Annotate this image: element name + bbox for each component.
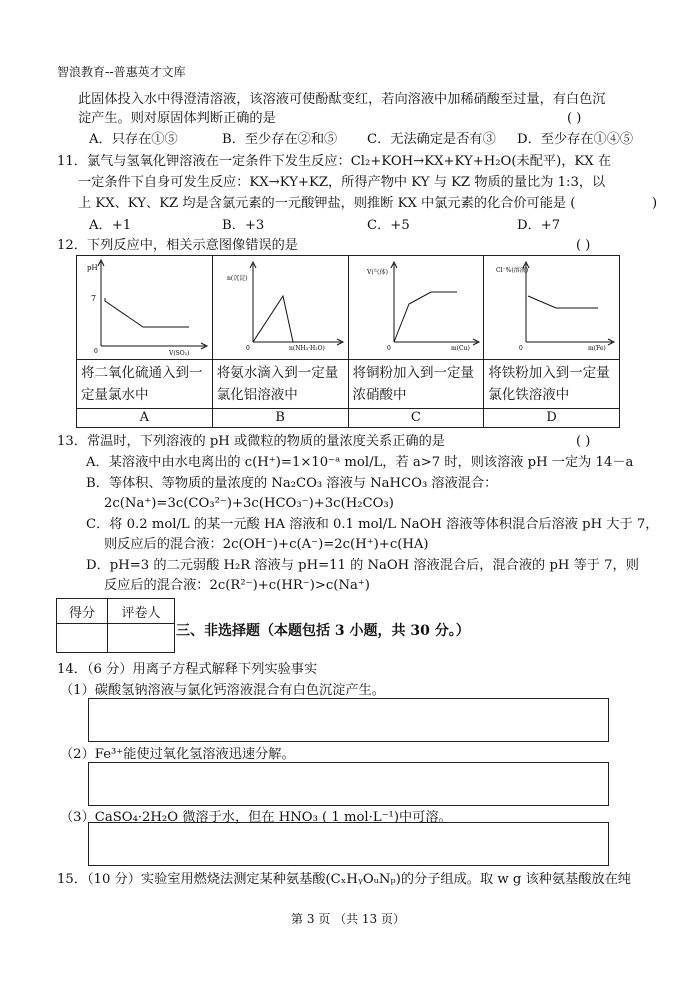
q11-option-c: C．+5 [367, 218, 410, 233]
graph-d-origin: 0 [519, 345, 524, 352]
q10-line1: 此固体投入水中得澄清溶液，该溶液可使酚酞变红，若向溶液中加稀硝酸至过量，有白色沉 [78, 92, 606, 107]
q10-option-c: C．无法确定是否有③ [367, 132, 496, 147]
q11-option-b: B．+3 [222, 218, 265, 233]
graph-a [77, 256, 212, 359]
q12-answer-paren: ( ) [576, 238, 591, 253]
graph-b-origin: 0 [245, 345, 250, 352]
q11-line2: 一定条件下自身可发生反应：KX→KY+KZ，所得产物中 KY 与 KZ 物质的量比为 1:3，以 [78, 175, 606, 190]
grader-cell[interactable] [108, 624, 175, 653]
q13-option-d-line2: 反应后的混合液：2c(R²⁻)+c(HR⁻)>c(Na⁺) [104, 578, 370, 593]
page-footer: 第 3 页 （共 13 页） [291, 912, 405, 926]
q14-part3: （3）CaSO₄·2H₂O 微溶于水，但在 HNO₃ ( 1 mol·L⁻¹)中可溶。 [60, 810, 452, 825]
graph-b-ylabel: n(沉淀) [226, 275, 248, 282]
grader-header: 评卷人 [108, 599, 175, 624]
graph-c [349, 256, 484, 359]
q14-part2-answer-box[interactable] [88, 762, 609, 806]
label-a: A [77, 409, 213, 428]
q13-option-b-line1: B．等体积、等物质的量浓度的 Na₂CO₃ 溶液与 NaHCO₃ 溶液混合： [86, 476, 498, 491]
q14-part2: （2）Fe³⁺能使过氧化氢溶液迅速分解。 [60, 747, 295, 762]
graph-c-curve [394, 292, 457, 342]
score-header: 得分 [57, 599, 108, 624]
graph-a-svg [77, 256, 213, 359]
graph-a-ytick: 7 [91, 294, 97, 303]
label-b: B [212, 409, 348, 428]
graph-b-svg [213, 256, 349, 359]
q11-line1: 11．氯气与氢氧化钾溶液在一定条件下发生反应：Cl₂+KOH→KX+KY+H₂O(未配平)，KX 在 [57, 154, 612, 169]
graph-b-curve [253, 296, 293, 342]
score-table [56, 598, 175, 653]
graph-d-svg [484, 256, 620, 359]
q13-option-d-line1: D．pH=3 的二元弱酸 H₂R 溶液与 pH=11 的 NaOH 溶液混合后，混合液的 pH 等于 7，则 [86, 558, 639, 573]
graph-d-ylabel: Cl⁻%(溶液) [496, 267, 529, 274]
q14-part3-answer-box[interactable] [88, 822, 609, 866]
q12-stem: 12．下列反应中，相关示意图像错误的是 [57, 238, 298, 253]
graph-c-ylabel: V(气体) [366, 269, 388, 276]
q14-part1-answer-box[interactable] [88, 698, 609, 742]
q10-line2: 淀产生。则对原固体判断正确的是 [78, 111, 276, 126]
q14-part1: （1）碳酸氢钠溶液与氯化钙溶液混合有白色沉淀产生。 [60, 683, 385, 698]
q14-stem: 14．（6 分）用离子方程式解释下列实验事实 [57, 662, 318, 677]
q10-answer-paren: ( ) [567, 111, 582, 126]
page-header: 智浪教育--普惠英才文库 [57, 65, 186, 79]
graph-b-xlabel: n(NH₃·H₂O) [288, 345, 325, 352]
caption-b: 将氨水滴入到一定量氯化铝溶液中 [212, 360, 348, 409]
q13-answer-paren: ( ) [576, 434, 591, 449]
graph-a-curve [105, 298, 189, 327]
graph-d-curve [528, 296, 598, 308]
graph-a-origin: 0 [94, 348, 98, 355]
q12-figure-table [76, 255, 620, 428]
q11-option-d: D．+7 [517, 218, 561, 233]
q13-option-a: A．某溶液中由水电离出的 c(H⁺)=1×10⁻ᵃ mol/L，若 a>7 时，则该溶液 pH 一定为 14－a [86, 455, 634, 470]
graph-b [213, 256, 348, 359]
graph-c-origin: 0 [386, 345, 391, 352]
q10-option-d: D．至少存在①④⑤ [517, 132, 634, 147]
q13-option-c-line2: 则反应后的混合液：2c(OH⁻)+c(A⁻)=2c(H⁺)+c(HA) [104, 537, 429, 552]
graph-a-xlabel: V(SO₂) [169, 350, 190, 357]
q11-option-a: A．+1 [89, 218, 132, 233]
caption-d: 将铁粉加入到一定量氯化铁溶液中 [484, 360, 620, 409]
graph-c-xlabel: m(Cu) [450, 345, 470, 352]
q11-line3: 上 KX、KY、KZ 均是含氯元素的一元酸钾盐，则推断 KX 中氯元素的化合价可能是 ( [78, 196, 576, 211]
graph-c-svg [349, 256, 485, 359]
graph-d [484, 256, 619, 359]
q13-option-b-line2: 2c(Na⁺)=3c(CO₃²⁻)+3c(HCO₃⁻)+3c(H₂CO₃) [104, 496, 394, 511]
q13-stem: 13．常温时，下列溶液的 pH 或微粒的物质的量浓度关系正确的是 [57, 434, 445, 449]
q10-option-a: A．只存在①⑤ [89, 132, 178, 147]
caption-a: 将二氧化硫通入到一定量氯水中 [77, 360, 213, 409]
section-3-title: 三、非选择题（本题包括 3 小题，共 30 分。） [176, 623, 470, 639]
caption-c: 将铜粉加入到一定量浓硝酸中 [348, 360, 484, 409]
q10-option-b: B．至少存在②和⑤ [222, 132, 338, 147]
score-cell[interactable] [57, 624, 108, 653]
q11-paren-close: ) [652, 196, 658, 211]
q15-line1: 15．（10 分）实验室用燃烧法测定某种氨基酸(CₓHᵧOᵤNₚ)的分子组成。取 w g 该种氨基酸放在纯 [57, 872, 631, 887]
graph-a-ylabel: pH [87, 264, 98, 272]
graph-d-xlabel: m(Fe) [588, 345, 607, 352]
q13-option-c-line1: C．将 0.2 mol/L 的某一元酸 HA 溶液和 0.1 mol/L NaOH 溶液等体积混合后溶液 pH 大于 7， [86, 517, 659, 532]
label-c: C [348, 409, 484, 428]
label-d: D [484, 409, 620, 428]
